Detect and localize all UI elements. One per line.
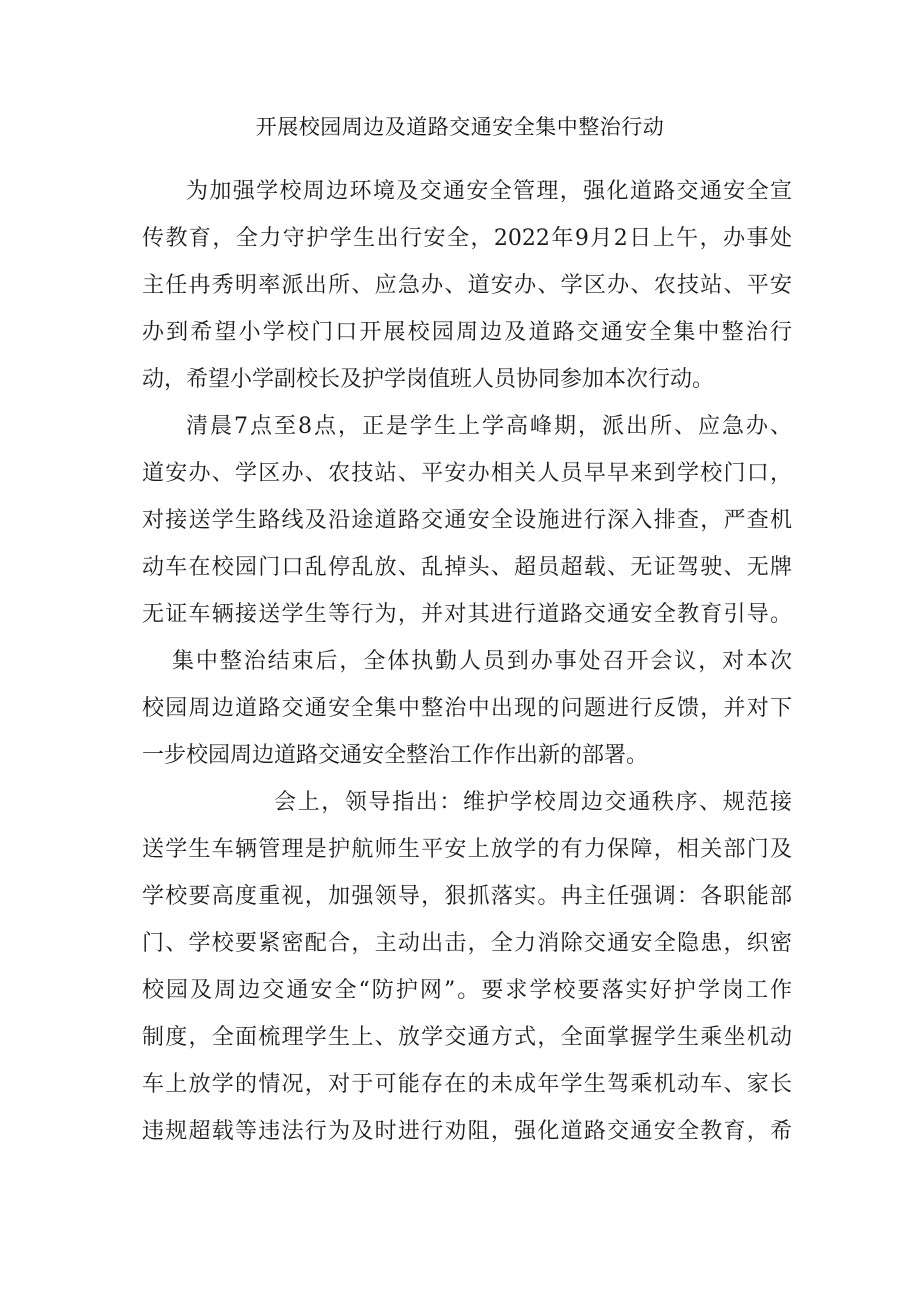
paragraph-4-line-5: 校园及周边交通安全“防护网”。要求学校要落实好护学岗工作 bbox=[142, 978, 792, 1003]
paragraph-3-line-1: 集中整治结束后，全体执勤人员到办事处召开会议，对本次 bbox=[172, 649, 792, 674]
document-body bbox=[142, 168, 792, 1155]
document-title: 开展校园周边及道路交通安全集中整治行动 bbox=[255, 115, 665, 139]
paragraph-2-line-1: 清晨7点至8点，正是学生上学高峰期，派出所、应急办、 bbox=[186, 414, 792, 439]
paragraph-4-line-4: 门、学校要紧密配合，主动出击，全力消除交通安全隐患，织密 bbox=[142, 931, 792, 956]
paragraph-2-line-4: 动车在校园门口乱停乱放、乱掉头、超员超载、无证驾驶、无牌 bbox=[142, 555, 792, 580]
paragraph-1-line-1: 为加强学校周边环境及交通安全管理，强化道路交通安全宣 bbox=[186, 179, 792, 204]
paragraph-4-line-2: 送学生车辆管理是护航师生平安上放学的有力保障，相关部门及 bbox=[142, 837, 792, 862]
paragraph-2-line-2: 道安办、学区办、农技站、平安办相关人员早早来到学校门口， bbox=[142, 461, 792, 486]
paragraph-4-line-3: 学校要高度重视，加强领导，狠抓落实。冉主任强调：各职能部 bbox=[142, 884, 792, 909]
paragraph-1-line-5: 动，希望小学副校长及护学岗值班人员协同参加本次行动。 bbox=[142, 367, 715, 392]
paragraph-3-line-2: 校园周边道路交通安全集中整治中出现的问题进行反馈，并对下 bbox=[142, 696, 792, 721]
paragraph-1-line-4: 办到希望小学校门口开展校园周边及道路交通安全集中整治行 bbox=[142, 320, 792, 345]
paragraph-1-line-3: 主任冉秀明率派出所、应急办、道安办、学区办、农技站、平安 bbox=[142, 273, 792, 298]
paragraph-2-line-3: 对接送学生路线及沿途道路交通安全设施进行深入排查，严查机 bbox=[142, 508, 792, 533]
paragraph-4-line-6: 制度，全面梳理学生上、放学交通方式，全面掌握学生乘坐机动 bbox=[142, 1025, 792, 1050]
paragraph-4-line-1: 会上，领导指出：维护学校周边交通秩序、规范接 bbox=[274, 790, 792, 815]
paragraph-1-line-2: 传教育，全力守护学生出行安全，2022年9月2日上午，办事处 bbox=[142, 226, 792, 251]
paragraph-2-line-5: 无证车辆接送学生等行为，并对其进行道路交通安全教育引导。 bbox=[142, 602, 792, 627]
paragraph-4-line-7: 车上放学的情况，对于可能存在的未成年学生驾乘机动车、家长 bbox=[142, 1072, 792, 1097]
paragraph-4-line-8: 违规超载等违法行为及时进行劝阻，强化道路交通安全教育，希 bbox=[142, 1119, 792, 1144]
paragraph-3-line-3: 一步校园周边道路交通安全整治工作作出新的部署。 bbox=[142, 743, 649, 768]
